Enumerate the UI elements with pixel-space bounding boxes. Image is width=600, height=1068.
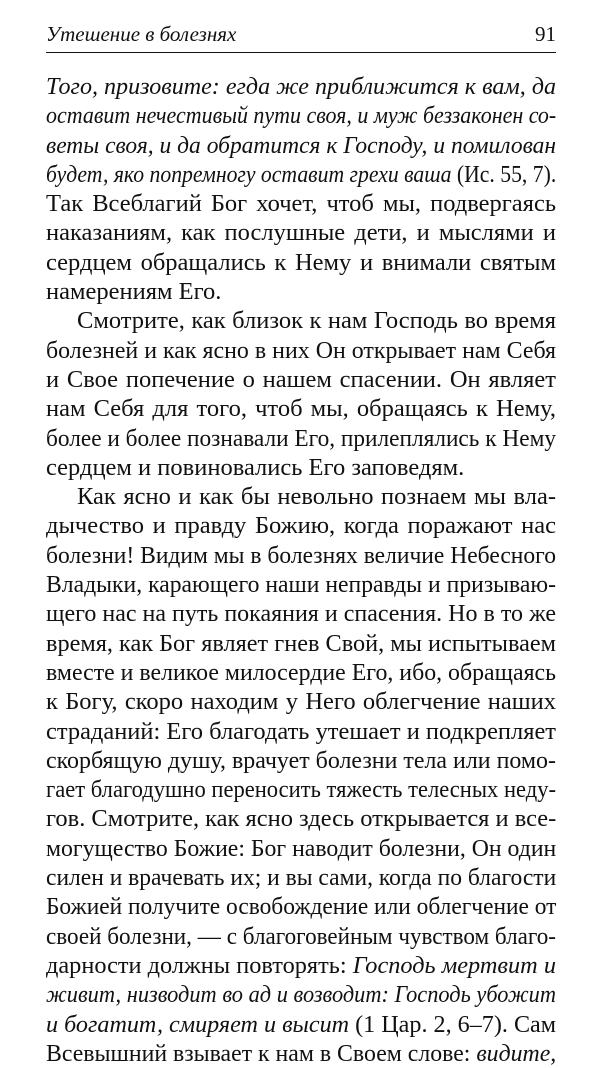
text-line [46, 892, 556, 921]
text-segment: своей болезни, — с благоговейным чувством благо- [46, 922, 556, 950]
running-header [46, 20, 556, 53]
text-segment: к Богу, скоро находим у Него облегчение наших [46, 688, 556, 716]
text-segment: (Ис. 55, 7). [451, 160, 557, 188]
text-segment: нам Себя для того, чтоб мы, обращаясь к Нему, [46, 395, 556, 423]
text-segment: болезней и как ясно в них Он открывает нам Себя [46, 336, 556, 364]
text-segment: Так Всеблагий Бог хочет, чтоб мы, подвергаясь [46, 190, 556, 218]
italic-quote-segment: оставит нечестивый пути своя, и муж беззаконен со- [46, 102, 557, 130]
text-segment: сердцем и повиновались Его заповедям. [46, 453, 465, 481]
italic-quote-segment: Господь мертвит и [352, 951, 556, 979]
text-segment: страданий: Его благодать утешает и подкрепляет [46, 717, 556, 745]
text-line [46, 131, 556, 160]
text-line [46, 1039, 556, 1068]
text-line [46, 394, 556, 423]
text-line [46, 541, 556, 570]
text-line [46, 980, 556, 1009]
text-line [46, 511, 556, 540]
text-line [46, 687, 556, 716]
text-segment: дарности должны повторять: [46, 951, 353, 979]
text-segment: и Свое попечение о нашем спасении. Он являет [46, 365, 556, 393]
text-segment: гает благодушно переносить тяжесть телесных неду- [46, 776, 556, 804]
running-title: Утешение в болезнях [46, 22, 237, 46]
text-line [46, 775, 556, 804]
italic-quote-segment: видите, [476, 1039, 557, 1067]
text-line [46, 306, 556, 335]
italic-quote-segment: веты своя, и да обратится к Господу, и помилован [46, 131, 556, 159]
text-line [46, 804, 556, 833]
italic-quote-segment: и богатит, смиряет и высит [46, 1010, 350, 1038]
text-segment: дычество и правду Божию, когда поражают нас [46, 512, 556, 540]
text-line [46, 424, 556, 453]
text-line [46, 951, 556, 980]
text-segment: Смотрите, как близок к нам Господь во время [77, 307, 556, 335]
text-line [46, 189, 556, 218]
text-line [46, 101, 556, 130]
text-segment: щего нас на путь покаяния и спасения. Но в то же [46, 600, 556, 628]
text-line [46, 863, 556, 892]
text-segment: вместе и великое милосердие Его, ибо, обращаясь [46, 658, 556, 686]
text-segment: силен и врачевать их; и вы сами, когда по благости [46, 864, 557, 892]
text-segment: более и более познавали Его, прилеплялись к Нему [46, 424, 556, 452]
text-segment: (1 Цар. 2, 6–7). Сам [349, 1010, 557, 1038]
text-segment: гов. Смотрите, как ясно здесь открывается и все- [46, 805, 557, 833]
text-line [46, 629, 556, 658]
text-line [46, 72, 556, 101]
text-line [46, 658, 556, 687]
text-line [46, 834, 556, 863]
text-line [46, 248, 556, 277]
text-line [46, 482, 556, 511]
text-segment: Божией получите освобождение или облегчение от [46, 893, 557, 921]
text-line [46, 599, 556, 628]
italic-quote-segment: живит, низводит во ад и возводит: Господь убожит [46, 981, 556, 1009]
text-segment: Владыки, карающего наши неправды и призываю- [46, 571, 556, 599]
text-line [46, 453, 556, 482]
page-body-text [46, 72, 556, 1068]
text-segment: болезни! Видим мы в болезнях величие Небесного [46, 541, 556, 569]
text-segment: время, как Бог являет гнев Свой, мы испытываем [46, 629, 556, 657]
text-line [46, 1010, 556, 1039]
text-line [46, 336, 556, 365]
text-segment: намерениям Его. [46, 278, 222, 306]
text-segment: Как ясно и как бы невольно познаем мы вла- [77, 483, 556, 511]
text-segment: могущество Божие: Бог наводит болезни, Он один [46, 834, 557, 862]
text-segment: сердцем обращались к Нему и внимали святым [46, 248, 556, 276]
text-segment: Всевышний взывает к нам в Своем слове: [46, 1039, 477, 1067]
text-line [46, 160, 556, 189]
text-line [46, 746, 556, 775]
page-number: 91 [535, 22, 556, 46]
text-line [46, 570, 556, 599]
text-segment: скорбящую душу, врачует болезни тела или помо- [46, 746, 557, 774]
text-line [46, 218, 556, 247]
italic-quote-segment: Того, призовите: егда же приближится к вам, да [46, 73, 557, 100]
italic-quote-segment: будет, яко попремногу оставит грехи ваша [46, 160, 452, 188]
text-segment: наказаниям, как послушные дети, и мыслями и [46, 219, 556, 247]
text-line [46, 922, 556, 951]
text-line [46, 365, 556, 394]
text-line [46, 717, 556, 746]
text-line [46, 277, 556, 306]
